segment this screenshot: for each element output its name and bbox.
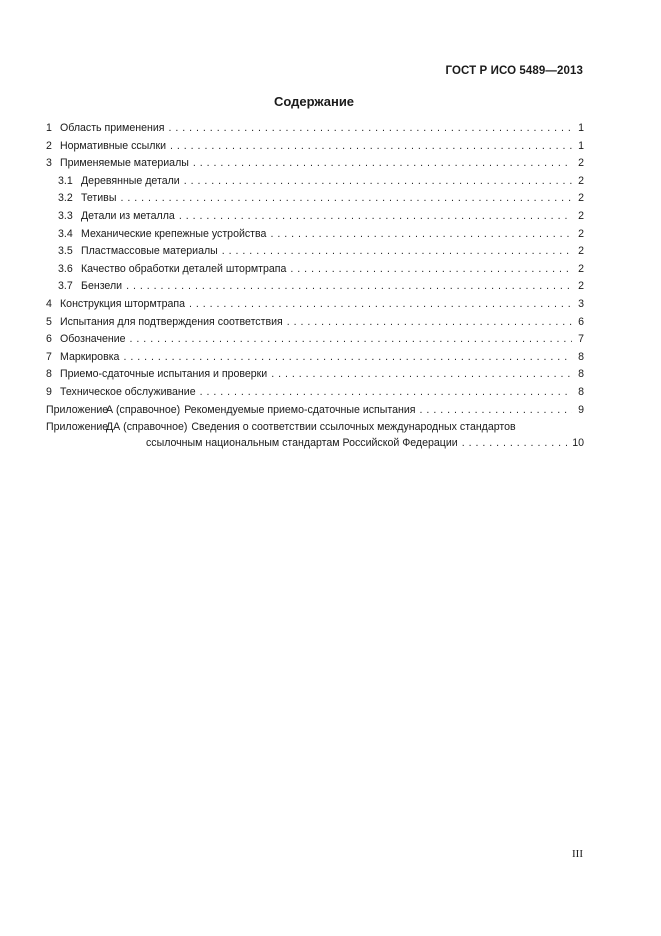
toc-entry-number: 9 (46, 385, 52, 398)
appendix-letter: ДА (справочное) (106, 421, 188, 434)
toc-entry-number: 6 (46, 333, 52, 346)
toc-entry-title: Конструкция штормтрапа (60, 297, 185, 310)
toc-entry-number: 3.6 (58, 262, 73, 275)
table-of-contents (46, 120, 584, 451)
toc-entry[interactable] (46, 155, 584, 173)
toc-entry-number: 3.7 (58, 280, 73, 293)
toc-entry[interactable] (46, 261, 584, 279)
page-number-footer: III (572, 848, 583, 860)
toc-entry-page-number: 2 (578, 227, 584, 240)
toc-entry[interactable] (46, 349, 584, 367)
dot-leader (287, 314, 572, 332)
toc-entry-number: 3.2 (58, 192, 73, 205)
dot-leader (193, 155, 572, 173)
appendix-title: Рекомендуемые приемо-сдаточные испытания (184, 403, 416, 416)
toc-entry-title: Детали из металла (81, 209, 175, 222)
appendix-title-line2: ссылочным национальным стандартам Российской Федерации (146, 437, 458, 450)
toc-entry-page-number: 2 (578, 280, 584, 293)
toc-entry-page-number: 2 (578, 245, 584, 258)
dot-leader (123, 349, 572, 367)
toc-entry-page-number: 6 (578, 315, 584, 328)
toc-entry[interactable] (46, 190, 584, 208)
toc-entry-title: Маркировка (60, 350, 120, 363)
toc-appendix-da[interactable] (46, 419, 584, 451)
toc-entry-page-number: 1 (578, 122, 584, 134)
toc-entry-title: Деревянные детали (81, 174, 180, 187)
toc-entry-number: 3.5 (58, 245, 73, 258)
toc-entry[interactable] (46, 208, 584, 226)
toc-entry[interactable] (46, 384, 584, 402)
appendix-letter: А (справочное) (106, 403, 181, 416)
toc-entry[interactable] (46, 226, 584, 244)
dot-leader (179, 208, 572, 226)
toc-entry-title: Применяемые материалы (60, 157, 189, 170)
toc-entry-number: 5 (46, 315, 52, 328)
toc-entry[interactable] (46, 366, 584, 384)
dot-leader (270, 226, 572, 244)
toc-entry-page-number: 8 (578, 385, 584, 398)
toc-entry-title: Обозначение (60, 333, 126, 346)
toc-entry-title: Приемо-сдаточные испытания и проверки (60, 368, 268, 381)
dot-leader (462, 435, 569, 451)
toc-entry[interactable] (46, 331, 584, 349)
dot-leader (130, 331, 572, 349)
toc-entry[interactable] (46, 173, 584, 191)
toc-entry-number: 1 (46, 122, 52, 134)
toc-title: Содержание (273, 94, 355, 109)
toc-entry-number: 3.3 (58, 209, 73, 222)
toc-entry-number: 2 (46, 139, 52, 152)
dot-leader (271, 366, 572, 384)
toc-entry-page-number: 2 (578, 192, 584, 205)
toc-entry-page-number: 2 (578, 174, 584, 187)
toc-entry[interactable] (46, 243, 584, 261)
toc-entry-number: 7 (46, 350, 52, 363)
toc-entry-page-number: 7 (578, 333, 584, 346)
dot-leader (189, 296, 572, 314)
appendix-page-number: 10 (572, 437, 584, 450)
toc-entry-page-number: 1 (578, 139, 584, 152)
toc-entry-number: 8 (46, 368, 52, 381)
dot-leader (222, 243, 572, 261)
dot-leader (200, 384, 572, 402)
toc-entry-page-number: 2 (578, 157, 584, 170)
document-standard-header: ГОСТ Р ИСО 5489—2013 (445, 65, 583, 77)
toc-entry-page-number: 8 (578, 350, 584, 363)
toc-entry[interactable] (46, 278, 584, 296)
toc-entry-title: Нормативные ссылки (60, 139, 167, 152)
toc-entry-page-number: 2 (578, 209, 584, 222)
dot-leader (420, 402, 572, 420)
toc-entry-title: Качество обработки деталей штормтрапа (81, 262, 287, 275)
dot-leader (290, 261, 572, 279)
toc-entry-page-number: 2 (578, 262, 584, 275)
toc-appendix-a[interactable] (46, 402, 584, 420)
toc-entries (46, 120, 584, 402)
toc-entry[interactable] (46, 120, 584, 138)
toc-entry-page-number: 8 (578, 368, 584, 381)
dot-leader (184, 173, 572, 191)
appendix-label: Приложение (46, 421, 109, 434)
dot-leader (170, 138, 572, 156)
toc-entry-title: Тетивы (81, 192, 117, 205)
toc-entry-title: Механические крепежные устройства (81, 227, 267, 240)
toc-entry-number: 4 (46, 297, 52, 310)
toc-entry-title: Техническое обслуживание (60, 385, 196, 398)
toc-entry[interactable] (46, 296, 584, 314)
toc-entry[interactable] (46, 314, 584, 332)
toc-entry-number: 3 (46, 157, 52, 170)
toc-entry-title: Бензели (81, 280, 123, 293)
appendix-page-number: 9 (578, 403, 584, 416)
toc-entry-page-number: 3 (578, 297, 584, 310)
appendix-label: Приложение (46, 403, 109, 416)
appendix-title-line1: Сведения о соответствии ссылочных международных стандартов (191, 421, 516, 434)
toc-entry-number: 3.4 (58, 227, 73, 240)
dot-leader (126, 278, 572, 296)
dot-leader (168, 120, 572, 138)
toc-entry[interactable] (46, 138, 584, 156)
toc-entry-number: 3.1 (58, 174, 73, 187)
dot-leader (120, 190, 572, 208)
toc-entry-title: Испытания для подтверждения соответствия (60, 315, 283, 328)
toc-entry-title: Область применения (60, 122, 165, 134)
toc-entry-title: Пластмассовые материалы (81, 245, 218, 258)
